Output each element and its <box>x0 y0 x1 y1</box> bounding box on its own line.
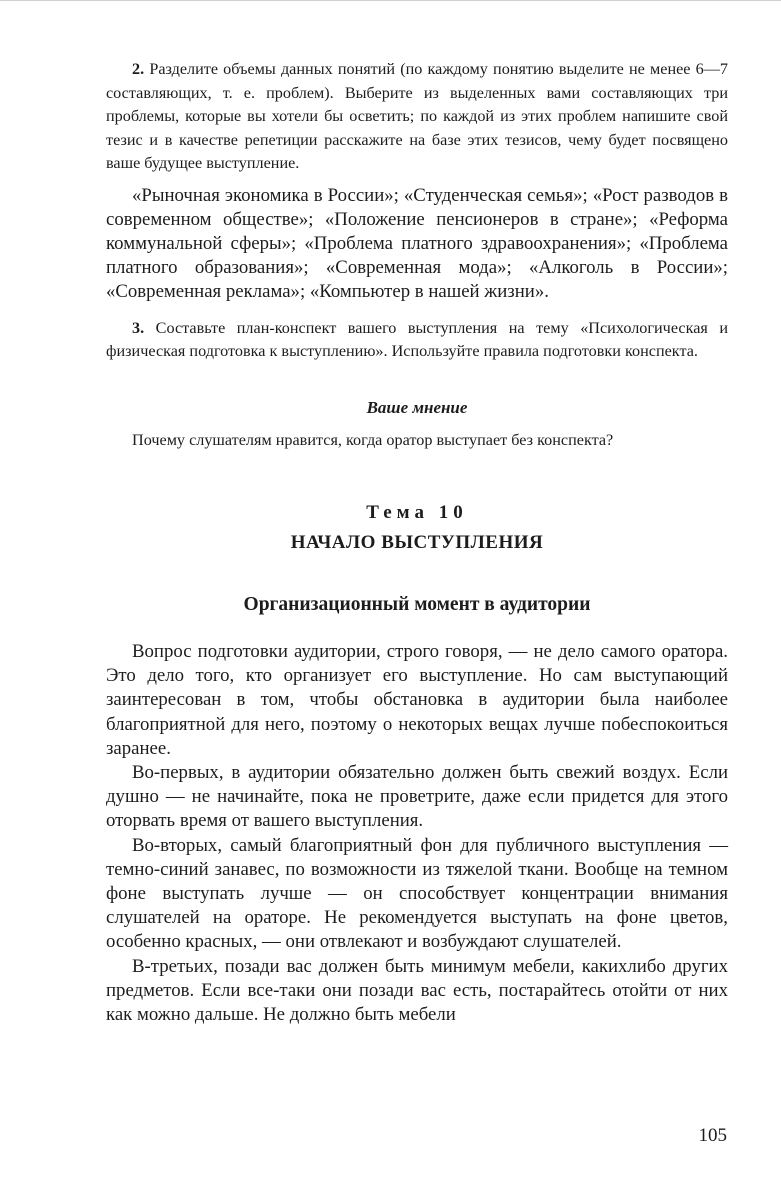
exercise-2-topics: «Рыночная экономика в России»; «Студенческая семья»; «Рост разводов в современном обществе»; «Положение пенсионеров в стране»; «Реформа коммунальной сферы»; «Проблема платного здравоохранения»; «Проблема платного образования»; «Современная мода»; «Алкоголь в России»; «Современная реклама»; «Компьютер в нашей жизни». <box>106 184 728 303</box>
page-content <box>106 58 728 1027</box>
body-paragraph: Во-вторых, самый благоприятный фон для публичного выступления — темно-синий занавес, по возможности из тяжелой ткани. Вообще на темном фоне выступать лучше — он способствует концентрации внимания слушателей на ораторе. Не рекомендуется выступать на фоне цветов, особенно красных, — они отвлекают и возбуждают слушателей. <box>106 834 728 953</box>
topic-number: Тема 10 <box>366 502 468 524</box>
exercise-2-text: Разделите объемы данных понятий (по каждому понятию выделите не менее 6—7 составляющих, т. е. проблем). Выберите из выделенных вами составляющих три проблемы, которые вы хотели бы осветить; по каждой из этих проблем напишите свой тезис и в качестве репетиции расскажите на базе этих тезисов, чему будет посвящено ваше будущее выступление. <box>106 60 729 172</box>
exercise-2-number: 2. <box>132 60 145 78</box>
exercise-3-text: Составьте план-конспект вашего выступления на тему «Психологическая и физическая подготовка к выступлению». Используйте правила подготовки конспекта. <box>106 318 729 361</box>
section-heading: Организационный момент в аудитории <box>243 594 591 616</box>
body-paragraph: В-третьих, позади вас должен быть минимум мебели, какихлибо других предметов. Если все-таки они позади вас есть, постарайтесь отойти от них как можно дальше. Не должно быть мебели <box>106 955 728 1026</box>
body-paragraph: Во-первых, в аудитории обязательно должен быть свежий воздух. Если душно — не начинайте, пока не проветрите, даже если придется для этого оторвать время от вашего выступления. <box>106 762 728 832</box>
body-paragraph: Вопрос подготовки аудитории, строго говоря, — не дело самого оратора. Это дело того, кто организует его выступление. Но сам выступающий заинтересован в том, чтобы обстановка в аудитории была наиболее благоприятной для него, поэтому о некоторых вещах лучше побеспокоиться заранее. <box>106 641 728 759</box>
top-edge-line <box>0 0 781 1</box>
exercise-3-number: 3. <box>132 318 145 337</box>
opinion-question: Почему слушателям нравится, когда оратор выступает без конспекта? <box>132 430 614 449</box>
opinion-heading: Ваше мнение <box>366 397 468 417</box>
exercise-3 <box>106 317 728 364</box>
topic-title: НАЧАЛО ВЫСТУПЛЕНИЯ <box>290 532 544 554</box>
page-number: 105 <box>698 1125 727 1146</box>
exercise-2 <box>106 58 728 176</box>
